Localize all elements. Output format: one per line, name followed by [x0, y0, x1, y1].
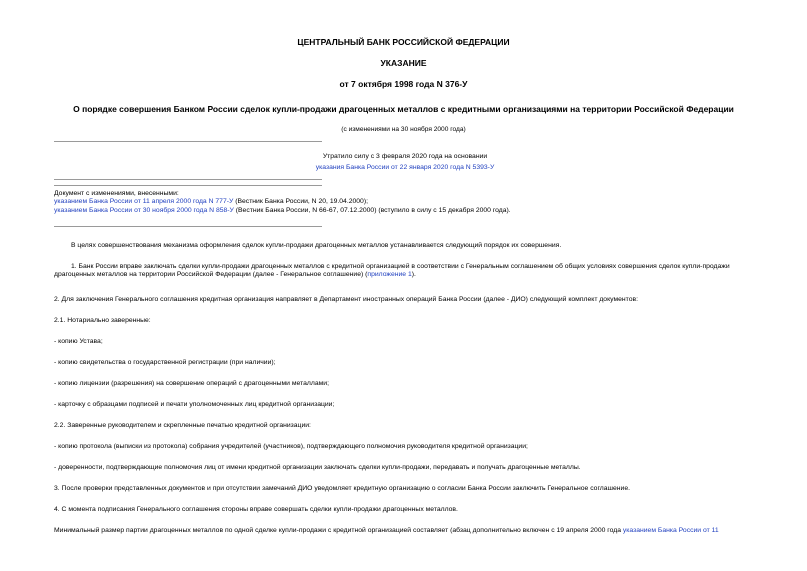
document-type: УКАЗАНИЕ [380, 58, 427, 68]
document-date-number: от 7 октября 1998 года N 376-У [339, 79, 468, 89]
document-title: О порядке совершения Банком России сделок купли-продажи драгоценных металлов с кредитными организациями на территории Российской Федерации [73, 104, 734, 114]
paragraph-1 [54, 263, 770, 280]
paragraph-2-1: 2.1. Нотариально заверенные: [54, 317, 151, 324]
issuer-heading: ЦЕНТРАЛЬНЫЙ БАНК РОССИЙСКОЙ ФЕДЕРАЦИИ [297, 37, 510, 47]
paragraph-5 [54, 527, 784, 535]
list-item: - копию лицензии (разрешения) на совершение операций с драгоценными металлами; [54, 380, 329, 387]
amendment-link[interactable]: указанием Банка России от 11 [622, 527, 719, 534]
divider [54, 185, 322, 186]
changes-block [54, 190, 654, 215]
changes-intro: Документ с изменениями, внесенными: [54, 190, 179, 197]
list-item: - копию свидетельства о государственной регистрации (при наличии); [54, 359, 276, 366]
list-item: - карточку с образцами подписей и печати уполномоченных лиц кредитной организации; [54, 401, 335, 408]
paragraph-4: 4. С момента подписания Генерального соглашения стороны вправе совершать сделки купли-продажи драгоценных металлов. [54, 506, 458, 513]
status-lost-force-link[interactable]: указания Банка России от 22 января 2020 года N 5393-У [315, 164, 495, 171]
list-item: - доверенности, подтверждающие полномочия лиц от имени кредитной организации заключать сделки купли-продажи, передавать и получать драгоценные металлы. [54, 464, 581, 471]
change-link[interactable]: указанием Банка России от 11 апреля 2000 года N 777-У [54, 198, 234, 206]
paragraph-3: 3. После проверки представленных документов и при отсутствии замечаний ДИО уведомляет кредитную организацию о согласии Банка России заключить Генеральное соглашение. [54, 485, 630, 492]
intro-paragraph: В целях совершенствования механизма оформления сделок купли-продажи драгоценных металлов устанавливается следующий порядок их совершения. [71, 242, 562, 249]
change-item [54, 207, 654, 215]
change-source: (Вестник Банка России, N 66-67, 07.12.2000) (вступило в силу с 15 декабря 2000 года). [233, 206, 511, 214]
paragraph-5-text: Минимальный размер партии драгоценных металлов по одной сделке купли-продажи с кредитной организацией составляет (абзац дополнительно включен с 19 апреля 2000 года [54, 527, 623, 534]
paragraph-1-end: ). [411, 271, 416, 279]
paragraph-2-2: 2.2. Заверенные руководителем и скрепленные печатью кредитной организации: [54, 422, 311, 429]
divider [54, 226, 322, 227]
paragraph-2: 2. Для заключения Генерального соглашения кредитная организация направляет в Департамент иностранных операций Банка России (далее - ДИО) следующий комплект документов: [54, 296, 638, 303]
change-item [54, 198, 654, 206]
paragraph-1-text: 1. Банк России вправе заключать сделки купли-продажи драгоценных металлов с кредитной организацией в соответствии с Генеральным соглашением об общих условиях совершения сделок купли-продажи драгоценных металлов на территории Российской Федерации (далее - Генеральное соглашение) ( [54, 263, 730, 279]
revision-note: (с изменениями на 30 ноября 2000 года) [341, 126, 466, 133]
divider [54, 179, 322, 180]
divider [54, 141, 322, 142]
list-item: - копию Устава; [54, 338, 103, 345]
change-source: (Вестник Банка России, N 20, 19.04.2000); [233, 198, 368, 206]
appendix-1-link[interactable]: приложение 1 [367, 271, 412, 279]
list-item: - копию протокола (выписки из протокола) собрания учредителей (участников), подтверждающего полномочия руководителя кредитной организации; [54, 443, 528, 450]
change-link[interactable]: указанием Банка России от 30 ноября 2000 года N 858-У [54, 206, 234, 214]
status-lost-force: Утратило силу с 3 февраля 2020 года на основании [322, 153, 488, 160]
